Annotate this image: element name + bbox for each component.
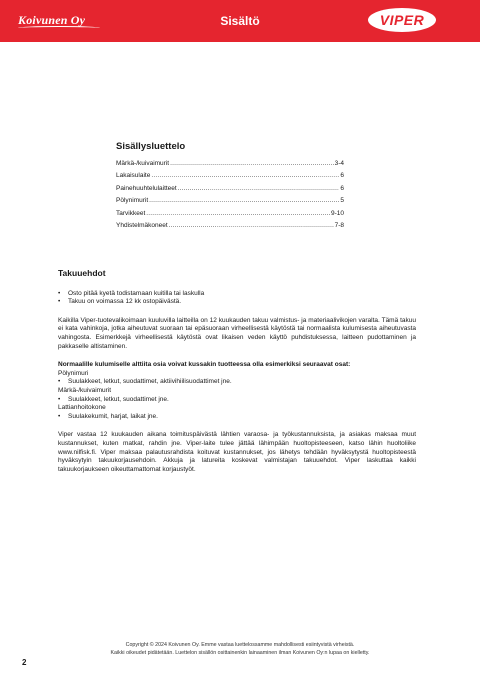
bullet-item <box>58 298 416 307</box>
toc-item-page: 6 <box>340 172 344 180</box>
toc-item[interactable] <box>116 170 344 182</box>
copyright-footer <box>40 641 440 657</box>
toc-item-label: Lakaisulaite <box>116 172 151 180</box>
footer-line: Copyright © 2024 Koivunen Oy. Emme vastaa luettelossamme mahdollisesti esiintyvistä virheistä. <box>125 642 355 648</box>
group-title: Pölynimuri <box>58 369 89 377</box>
toc-item-label: Märkä-/kuivaimurit <box>116 160 170 167</box>
toc-leader-dots <box>146 208 330 220</box>
group-title: Märkä-/kuivaimurit <box>58 386 112 394</box>
toc-item-page: 9-10 <box>330 209 344 217</box>
toc-item[interactable] <box>116 158 344 170</box>
viper-logo: VIPER <box>379 12 425 28</box>
bullet-icon: • <box>58 298 61 306</box>
wear-parts-heading: Normaalille kulumiselle alttiita osia voivat kussakin tuotteessa olla esimerkiksi seuraavat osat: <box>58 361 351 369</box>
bullet-icon: • <box>58 395 61 403</box>
footer-line: Kaikki oikeudet pidätetään. Luettelon sisällön osittainenkin lainaaminen ilman Koivunen Oy:n lupaa on kielletty. <box>110 650 370 657</box>
toc-item-page: 6 <box>340 184 344 192</box>
group-title: Lattianhoitokone <box>58 404 106 412</box>
toc-leader-dots <box>149 195 339 207</box>
toc-item-page: 7-8 <box>334 221 344 229</box>
toc-leader-dots <box>178 183 340 195</box>
bullet-icon: • <box>58 378 61 386</box>
bullet-text: Suulakkeet, letkut, suodattimet, aktiivihiilisuodattimet jne. <box>68 378 232 386</box>
bullet-text: Osto pitää kyetä todistamaan kuitilla tai laskulla <box>68 289 205 297</box>
toc-leader-dots <box>170 158 334 170</box>
toc-leader-dots <box>151 170 339 182</box>
bullet-text: Suulakkeet, letkut, suodattimet jne. <box>68 395 169 403</box>
toc-item-label: Yhdistelmäkoneet <box>116 221 168 229</box>
toc-item-label: Painehuuhtelulaitteet <box>116 184 177 192</box>
bullet-item <box>58 396 416 405</box>
bullet-item <box>58 413 416 422</box>
bullet-text: Suulakekumit, harjat, laikat jne. <box>68 412 158 420</box>
warranty-paragraph: Kaikilla Viper-tuotevalikoimaan kuuluvilla laitteilla on 12 kuukauden takuu valmistus- ja materiaalivikojen varalta. Tämä takuu ei kata vahinkoja, jotka aiheutuvat suoraan tai epäsuoraan virheellisestä käytöstä tai normaalista kulumisesta aiheutuvasta vahingosta. Esimerkkejä virheellisestä käytöstä ovat likaisen veden käyttö puhdistuksessa, laitteen pudottaminen ja pakkaselle altistaminen. <box>58 316 416 350</box>
page-title: Sisältö <box>220 14 260 28</box>
bullet-icon: • <box>58 289 61 297</box>
toc-item-label: Pölynimurit <box>116 197 149 205</box>
toc-heading: Sisällysluettelo <box>116 141 186 152</box>
koivunen-logo: Koivunen Oy <box>18 13 86 27</box>
toc-item[interactable] <box>116 183 344 195</box>
header-bar <box>0 0 480 42</box>
toc-item[interactable] <box>116 220 344 232</box>
toc-item[interactable] <box>116 195 344 207</box>
toc-item[interactable] <box>116 208 344 220</box>
bullet-icon: • <box>58 412 61 420</box>
warranty-section <box>58 269 416 474</box>
warranty-heading: Takuuehdot <box>58 268 106 278</box>
page-number: 2 <box>22 658 27 667</box>
toc-item-page: 5 <box>340 197 344 205</box>
warranty-paragraph: Viper vastaa 12 kuukauden aikana toimituspäivästä lähtien varaosa- ja työkustannuksista, ja asiakas maksaa muut kustannukset, kuten matkat, rahdin jne. Viper-laite tulee jättää lähimpään huoltopisteeseen, katso lähin huoltoliike www.nilfisk.fi. Viper maksaa palautusrahdista koituvat kustannukset, jos lähetys tehdään hyväksytystä huoltopisteestä hyväksytyin takuukorjausehdoin. Akkuja ja latureita koskevat valmistajan takuuehdot. Viper laskuttaa kaikki takuukorjaukseen oikeuttamattomat korjaustyöt. <box>58 431 416 473</box>
toc-leader-dots <box>169 220 334 232</box>
bullet-item <box>58 290 416 299</box>
table-of-contents <box>116 141 344 232</box>
bullet-text: Takuu on voimassa 12 kk ostopäivästä. <box>68 298 182 306</box>
toc-item-page: 3-4 <box>334 160 344 167</box>
bullet-item <box>58 378 416 387</box>
toc-item-label: Tarvikkeet <box>116 209 146 217</box>
